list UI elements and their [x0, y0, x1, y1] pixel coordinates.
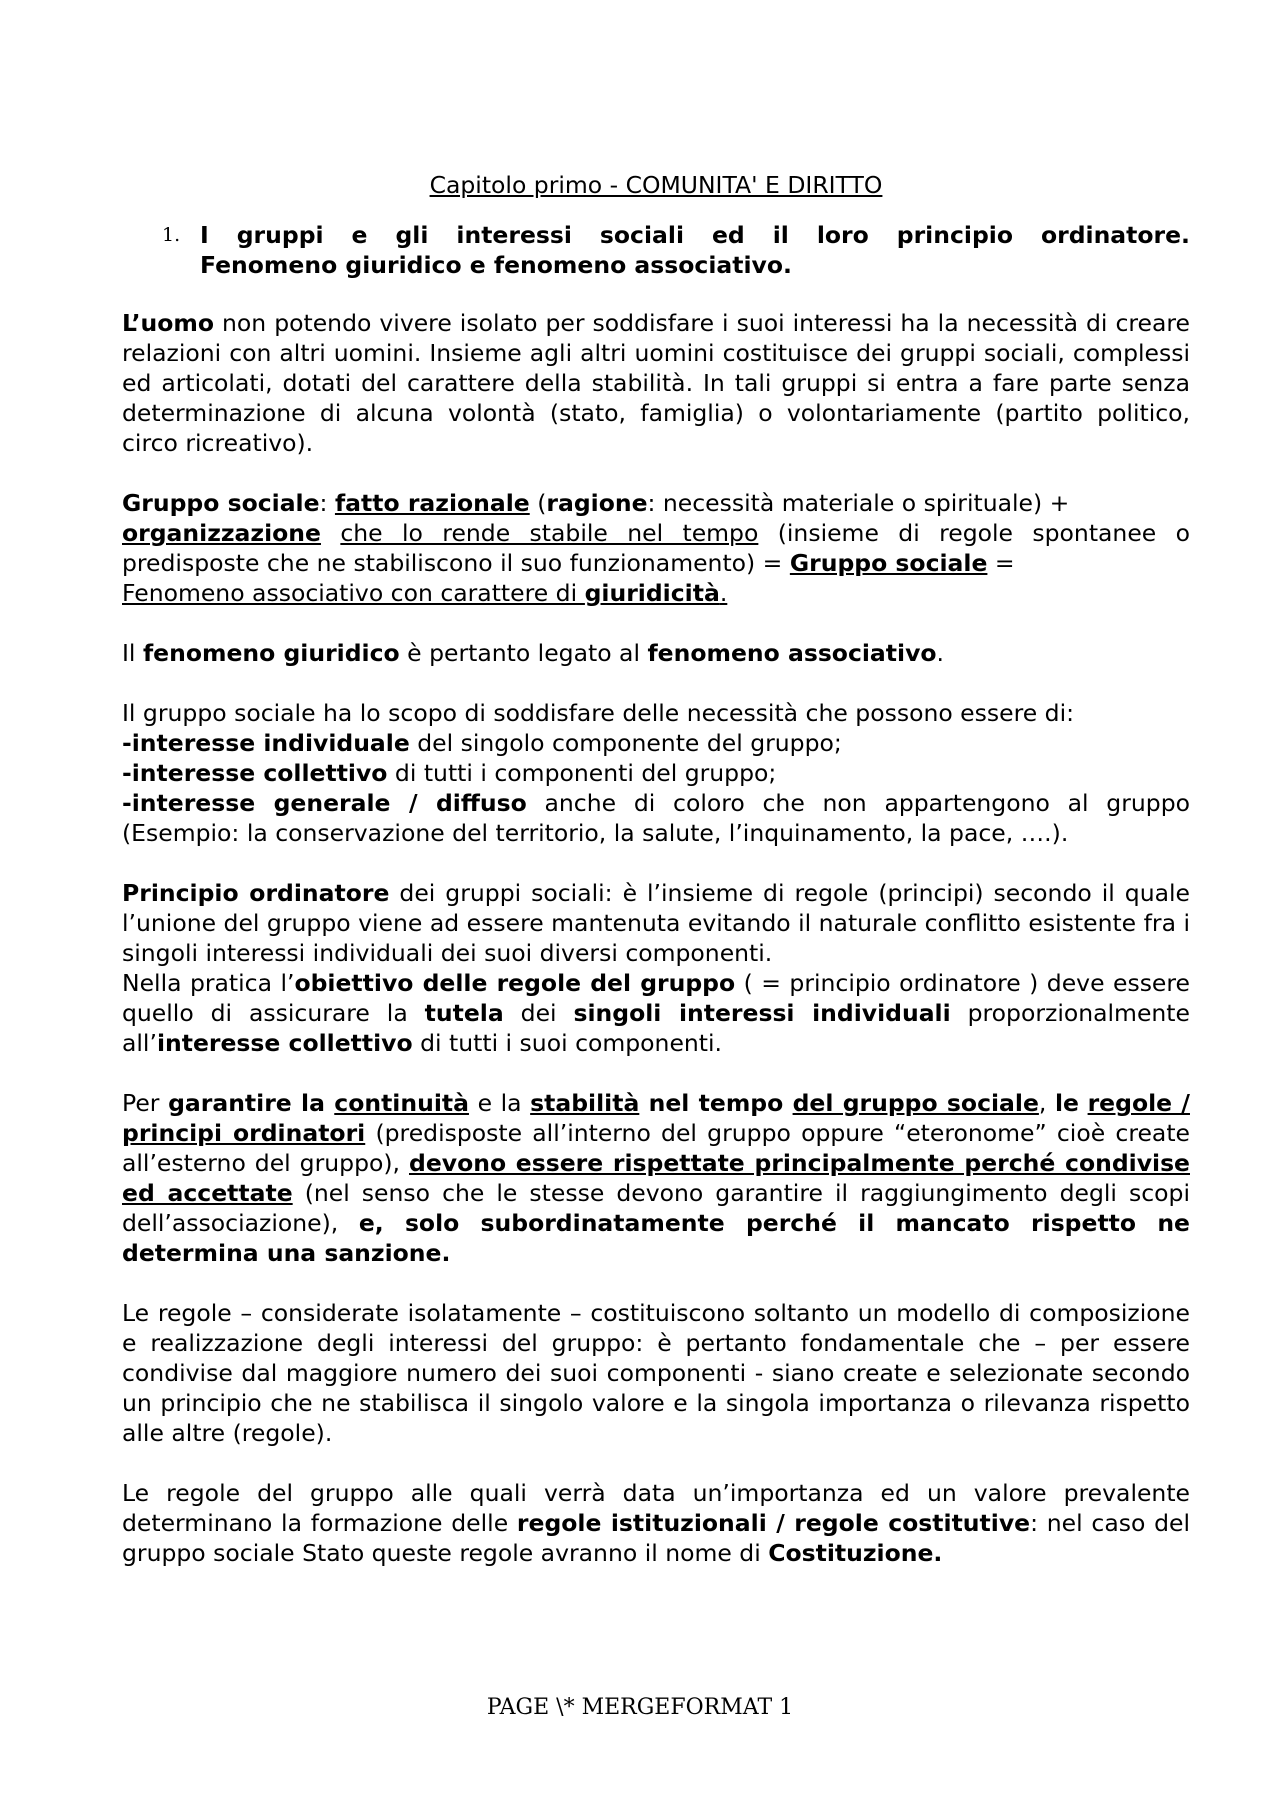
paragraph-interessi — [122, 698, 1190, 848]
text-run: e la — [468, 1089, 531, 1117]
document-body — [122, 170, 1190, 1598]
text-run: dei — [503, 999, 574, 1027]
paragraph-uomo — [122, 308, 1190, 458]
bold-term: le — [1054, 1089, 1079, 1117]
underlined-term: organizzazione — [122, 519, 321, 547]
text-run: Nella pratica l’ — [122, 969, 295, 997]
text-run: Il gruppo sociale ha lo scopo di soddisfare delle necessità che possono essere di: — [122, 699, 1075, 727]
underlined-term: regole / principi ordinatori — [122, 1089, 1190, 1147]
text-run: ( = principio ordinatore ) deve essere quello di assicurare la — [122, 969, 1190, 1027]
underlined-text: Fenomeno associativo con carattere di — [122, 579, 585, 607]
bold-term: fenomeno giuridico — [142, 639, 400, 667]
text-run: : — [319, 489, 335, 517]
section-heading-text — [200, 220, 1190, 280]
underlined-term: devono essere rispettate principalmente perché condivise ed accettate — [122, 1149, 1190, 1207]
underlined-term: fatto razionale — [334, 489, 530, 517]
text-run: (insieme di regole spontanee o predisposte che ne stabiliscono il suo funzionamento) = — [122, 519, 1190, 577]
text-run: anche di coloro che non appartengono al gruppo (Esempio: la conservazione del territorio, la salute, l’inquinamento, la pace, ….). — [122, 789, 1190, 847]
text-run: (nel senso che le stesse devono garantire il raggiungimento degli scopi dell’associazione), — [122, 1179, 1190, 1237]
underlined-term: del gruppo sociale — [792, 1089, 1039, 1117]
paragraph-fenomeno-giuridico — [122, 638, 1190, 668]
underlined-term: giuridicità — [584, 579, 720, 607]
bold-term: e, solo subordinatamente perché il mancato rispetto ne determina una sanzione. — [122, 1209, 1190, 1267]
bold-term: Gruppo sociale — [122, 489, 320, 517]
section-heading — [122, 220, 1190, 280]
underlined-term: stabilità — [530, 1089, 640, 1117]
text-run: , — [1038, 1089, 1055, 1117]
text-run: Le regole del gruppo alle quali verrà data un’importanza ed un valore prevalente determinano la formazione delle — [122, 1479, 1190, 1537]
bold-term: tutela — [424, 999, 504, 1027]
text-run: : necessità materiale o spirituale) + — [647, 489, 1070, 517]
text-run: : nel caso del gruppo sociale Stato queste regole avranno il nome di — [122, 1509, 1191, 1567]
bold-term: singoli interessi individuali — [573, 999, 951, 1027]
list-item — [122, 788, 1190, 848]
underlined-text: che lo rende stabile nel tempo — [340, 519, 759, 547]
paragraph-regole-istituzionali — [122, 1478, 1190, 1568]
section-number: 1. — [162, 224, 181, 246]
text-run: proporzionalmente all’ — [122, 999, 1190, 1057]
section-heading-line-1: I gruppi e gli interessi sociali ed il loro principio ordinatore. — [200, 221, 1190, 249]
text-run: del singolo componente del gruppo; — [409, 729, 842, 757]
bold-term: garantire la — [168, 1089, 335, 1117]
bold-term: Costituzione. — [768, 1539, 943, 1567]
text-run: di tutti i suoi componenti. — [412, 1029, 723, 1057]
bold-term: interesse collettivo — [156, 1029, 413, 1057]
bold-term: -interesse generale / diffuso — [122, 789, 527, 817]
text-run: è pertanto legato al — [399, 639, 648, 667]
text-run: (predisposte all’interno del gruppo oppure “eteronome” cioè create all’esterno del gruppo), — [122, 1119, 1190, 1177]
list-item — [122, 758, 1190, 788]
paragraph-regole — [122, 1298, 1190, 1448]
section-heading-line-2: Fenomeno giuridico e fenomeno associativo. — [200, 251, 792, 279]
page-footer: PAGE \* MERGEFORMAT 1 — [486, 1695, 794, 1720]
paragraph-gruppo-sociale — [122, 488, 1190, 608]
bold-term: fenomeno associativo — [647, 639, 937, 667]
text-run: Il — [122, 639, 143, 667]
underlined-term: Gruppo sociale — [789, 549, 988, 577]
paragraph-continuita — [122, 1088, 1190, 1268]
text-run: ( — [529, 489, 547, 517]
chapter-title: Capitolo primo - COMUNITA' E DIRITTO — [429, 171, 883, 199]
text-run: . — [936, 639, 945, 667]
text-run: = — [987, 549, 1015, 577]
bold-term: Principio ordinatore — [122, 879, 390, 907]
paragraph-principio-ordinatore — [122, 878, 1190, 1058]
bold-term: obiettivo delle regole del gruppo — [294, 969, 736, 997]
text-run — [321, 519, 340, 547]
underlined-term: continuità — [334, 1089, 469, 1117]
text-run: di tutti i componenti del gruppo; — [387, 759, 777, 787]
bold-term: nel tempo — [639, 1089, 793, 1117]
text-run: dei gruppi sociali: è l’insieme di regole (principi) secondo il quale l’unione del gruppo viene ad essere mantenuta evitando il naturale conflitto esistente fra i singoli interessi individuali dei suoi diversi componenti. — [122, 879, 1190, 967]
text-run: non potendo vivere isolato per soddisfare i suoi interessi ha la necessità di creare relazioni con altri uomini. Insieme agli altri uomini costituisce dei gruppi sociali, complessi ed articolati, dotati del carattere della stabilità. In tali gruppi si entra a fare parte senza determinazione di alcuna volontà (stato, famiglia) o volontariamente (partito politico, circo ricreativo). — [122, 309, 1190, 457]
list-item — [122, 728, 1190, 758]
text-run: Le regole – considerate isolatamente – costituiscono soltanto un modello di composizione e realizzazione degli interessi del gruppo: è pertanto fondamentale che – per essere condivise dal maggiore numero dei suoi componenti - siano create e selezionate secondo un principio che ne stabilisca il singolo valore e la singola importanza o rilevanza rispetto alle altre (regole). — [122, 1299, 1190, 1447]
underlined-text: . — [719, 579, 728, 607]
bold-term: regole istituzionali / regole costitutive — [516, 1509, 1031, 1537]
bold-term: -interesse individuale — [122, 729, 410, 757]
bold-term: L’uomo — [122, 309, 215, 337]
text-run: Per — [122, 1089, 169, 1117]
bold-term: ragione — [546, 489, 648, 517]
bold-term: -interesse collettivo — [122, 759, 388, 787]
